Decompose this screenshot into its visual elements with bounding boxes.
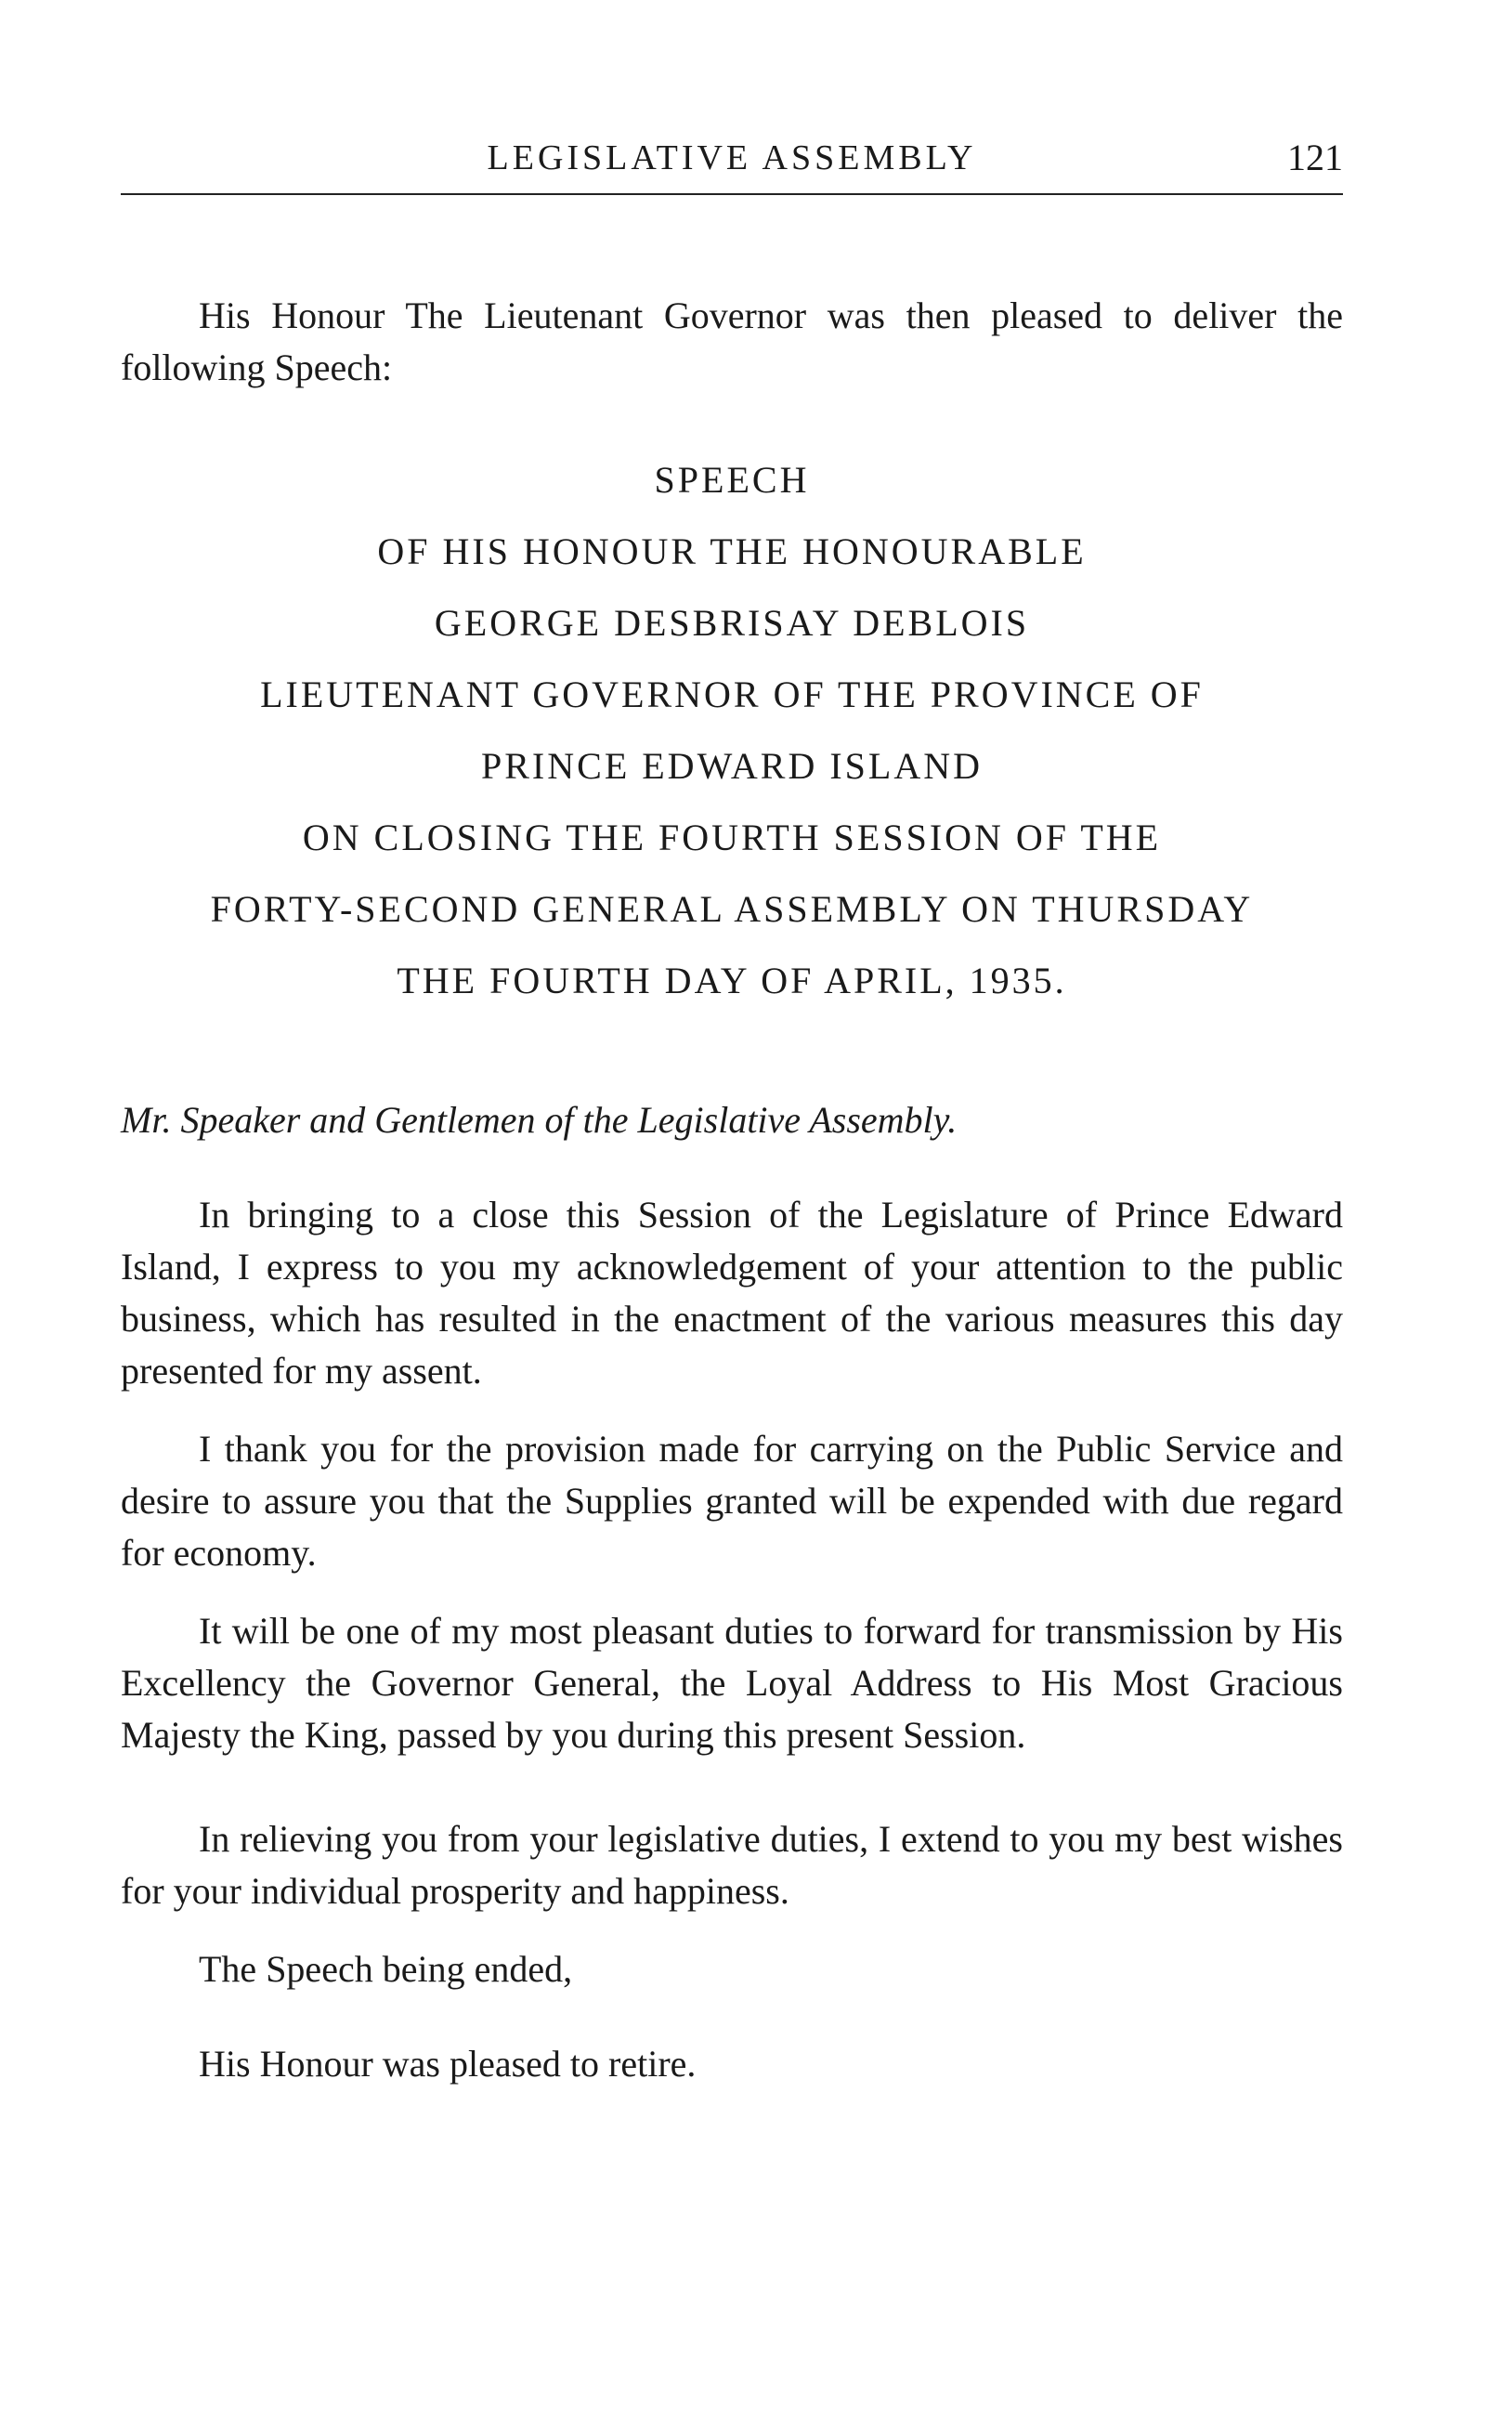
speech-heading: [121, 444, 1343, 1016]
header-rule: [121, 193, 1343, 195]
speech-paragraph-wishes: In relieving you from your legislative duties, I extend to you my best wishes for your individual prosperity and happiness.: [121, 1818, 1343, 1912]
heading-line-date: THE FOURTH DAY OF APRIL, 1935.: [397, 960, 1067, 1001]
heading-line-occasion: ON CLOSING THE FOURTH SESSION OF THE: [302, 817, 1162, 858]
running-head: [121, 130, 1343, 195]
intro-paragraph: His Honour The Lieutenant Governor was then pleased to deliver the following Speech:: [121, 294, 1343, 388]
speech-address: Mr. Speaker and Gentlemen of the Legislative Assembly.: [121, 1099, 958, 1141]
speech-ended-note: The Speech being ended,: [199, 1948, 573, 1990]
speech-paragraph-closing: In bringing to a close this Session of the Legislature of Prince Edward Island, I express to you my acknowledgement of your attention to the public business, which has resulted in the enactment of the various measures this day presented for my assent.: [121, 1194, 1343, 1392]
speech-paragraph-loyal-address: It will be one of my most pleasant duties to forward for transmission by His Excellency the Governor General, the Loyal Address to His Most Gracious Majesty the King, passed by you during this present Session.: [121, 1610, 1343, 1756]
heading-line-speech: SPEECH: [654, 459, 810, 501]
running-title: LEGISLATIVE ASSEMBLY: [487, 138, 977, 177]
retire-note: His Honour was pleased to retire.: [199, 2043, 697, 2085]
speech-paragraph-supplies: I thank you for the provision made for carrying on the Public Service and desire to assure you that the Supplies granted will be expended with due regard for economy.: [121, 1428, 1343, 1574]
heading-line-office: LIEUTENANT GOVERNOR OF THE PROVINCE OF: [260, 673, 1204, 715]
page-number: 121: [1287, 137, 1343, 178]
heading-line-name: GEORGE DESBRISAY DEBLOIS: [434, 602, 1030, 644]
heading-line-province: PRINCE EDWARD ISLAND: [481, 745, 983, 787]
heading-line-assembly: FORTY-SECOND GENERAL ASSEMBLY ON THURSDAY: [210, 888, 1254, 930]
heading-line-honour: OF HIS HONOUR THE HONOURABLE: [377, 530, 1087, 572]
